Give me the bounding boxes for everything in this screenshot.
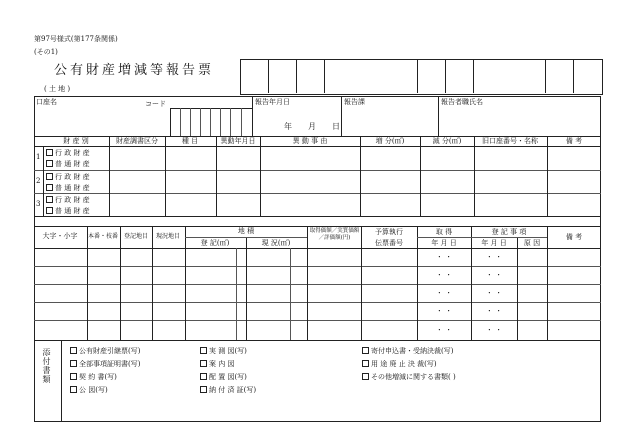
checkbox-icon[interactable]	[70, 360, 77, 367]
sec2-header-area: 地 積	[237, 227, 255, 235]
reporter-label: 報告者職氏名	[441, 98, 483, 106]
date-dots: ・ ・	[435, 289, 453, 297]
option-label: 配 置 図(写)	[209, 373, 247, 381]
checkbox-icon[interactable]	[200, 347, 207, 354]
sec2-header-actual-area: 現 況(㎡)	[261, 239, 291, 247]
sec1-option-general[interactable]	[46, 184, 90, 192]
date-dots: ・ ・	[435, 253, 453, 261]
option-label: 行 政 財 産	[55, 196, 90, 204]
sec1-row-number: 3	[36, 200, 41, 208]
sec2-header-registration: 登 記 事 項	[491, 228, 527, 236]
sec2-header-budget: 予算執行	[375, 228, 403, 236]
sec1-option-general[interactable]	[46, 207, 90, 215]
date-dots: ・ ・	[435, 307, 453, 315]
code-label: コード	[145, 100, 166, 108]
stamp-boxes	[240, 59, 603, 95]
date-dots: ・ ・	[435, 326, 453, 334]
sec1-header-survey-category: 財産調書区分	[116, 137, 158, 145]
date-dots: ・ ・	[485, 271, 503, 279]
sec1-header-change-date: 異動年月日	[220, 137, 256, 145]
checkbox-icon[interactable]	[362, 373, 369, 380]
form-sub-number: (その1)	[34, 48, 58, 56]
sec1-header-change-reason: 異 動 事 由	[292, 137, 328, 145]
day-label: 日	[332, 122, 340, 131]
option-label: 納 付 済 証(写)	[209, 386, 257, 394]
checkbox-icon[interactable]	[46, 149, 53, 156]
date-dots: ・ ・	[485, 307, 503, 315]
sec2-header-actual-category: 現況地目	[155, 233, 181, 240]
checkbox-icon[interactable]	[46, 196, 53, 203]
checkbox-icon[interactable]	[70, 373, 77, 380]
checkbox-icon[interactable]	[200, 373, 207, 380]
sec2-header-registration-date: 年 月 日	[481, 239, 507, 247]
form-category: ( 土 地 )	[44, 85, 71, 93]
sec2-header-honban: 本番・枝番	[87, 233, 119, 240]
account-name-label: 口座名	[36, 98, 57, 106]
sec2-header-registered-area: 登 記(㎡)	[200, 239, 230, 247]
report-section-label: 報告課	[344, 98, 365, 106]
option-label: 公有財産引継票(写)	[79, 347, 141, 355]
sec1-header-decrease: 減 分(㎡)	[432, 137, 462, 145]
date-dots: ・ ・	[485, 326, 503, 334]
attach-option[interactable]	[362, 347, 453, 355]
checkbox-icon[interactable]	[70, 386, 77, 393]
attach-option[interactable]	[200, 360, 234, 368]
year-label: 年	[284, 122, 292, 131]
sec2-header-aza: 大字・小字	[42, 232, 78, 240]
attach-option[interactable]	[200, 373, 247, 381]
checkbox-icon[interactable]	[200, 386, 207, 393]
sec1-option-administrative[interactable]	[46, 196, 90, 204]
attachments-label: 添付書類	[42, 348, 51, 384]
date-dots: ・ ・	[485, 289, 503, 297]
sec1-header-increase: 増 分(㎡)	[375, 137, 405, 145]
sec2-header-price: 取得価額／実質価額／評価額(円)	[309, 228, 360, 241]
option-label: 契 約 書(写)	[79, 373, 117, 381]
sec1-row-number: 2	[36, 177, 41, 185]
sec1-header-old-account: 旧口座番号・名称	[482, 137, 538, 145]
attach-option[interactable]	[70, 360, 140, 368]
sec1-header-property-type: 財 産 別	[63, 137, 89, 145]
attach-option[interactable]	[70, 373, 117, 381]
form-number: 第97号様式(第177条関係)	[34, 35, 118, 43]
sec2-header-acquisition-date: 年 月 日	[431, 239, 457, 247]
sec2-header-acquisition: 取 得	[435, 228, 453, 236]
checkbox-icon[interactable]	[200, 360, 207, 367]
option-label: 全部事項証明書(写)	[79, 360, 141, 368]
option-label: その他増減に関する書類( )	[371, 373, 456, 381]
attach-option[interactable]	[200, 386, 256, 394]
checkbox-icon[interactable]	[70, 347, 77, 354]
sec2-header-cause: 原 因	[523, 239, 541, 247]
attach-option[interactable]	[200, 347, 247, 355]
form-title: 公有財産増減等報告票	[54, 63, 215, 78]
sec1-header-remarks: 備 考	[565, 137, 583, 145]
option-label: 実 測 図(写)	[209, 347, 247, 355]
option-label: 普 通 財 産	[55, 207, 90, 215]
option-label: 寄付申込書・受納決裁(写)	[371, 347, 454, 355]
checkbox-icon[interactable]	[46, 184, 53, 191]
date-dots: ・ ・	[435, 271, 453, 279]
date-dots: ・ ・	[485, 253, 503, 261]
sec2-header-registered-category: 登記地目	[123, 233, 149, 240]
option-label: 普 通 財 産	[55, 160, 90, 168]
checkbox-icon[interactable]	[46, 160, 53, 167]
sec2-header-remarks: 備 考	[565, 233, 583, 241]
attach-option[interactable]	[362, 373, 456, 381]
sec2-header-slip-number: 伝票番号	[375, 239, 403, 247]
checkbox-icon[interactable]	[362, 347, 369, 354]
checkbox-icon[interactable]	[46, 173, 53, 180]
attach-option[interactable]	[70, 386, 108, 394]
sec1-option-administrative[interactable]	[46, 173, 90, 181]
sec1-option-administrative[interactable]	[46, 149, 90, 157]
option-label: 普 通 財 産	[55, 184, 90, 192]
sec1-row-number: 1	[36, 153, 41, 161]
option-label: 案 内 図	[209, 360, 235, 368]
sec1-option-general[interactable]	[46, 160, 90, 168]
option-label: 公 図(写)	[79, 386, 108, 394]
attach-option[interactable]	[70, 347, 140, 355]
attach-option[interactable]	[362, 360, 437, 368]
option-label: 行 政 財 産	[55, 173, 90, 181]
sec1-header-item-type: 種 目	[181, 137, 199, 145]
report-date-label: 報告年月日	[255, 98, 290, 106]
month-label: 月	[308, 122, 316, 131]
option-label: 用 途 廃 止 決 裁(写)	[371, 360, 437, 368]
checkbox-icon[interactable]	[46, 207, 53, 214]
checkbox-icon[interactable]	[362, 360, 369, 367]
option-label: 行 政 財 産	[55, 149, 90, 157]
